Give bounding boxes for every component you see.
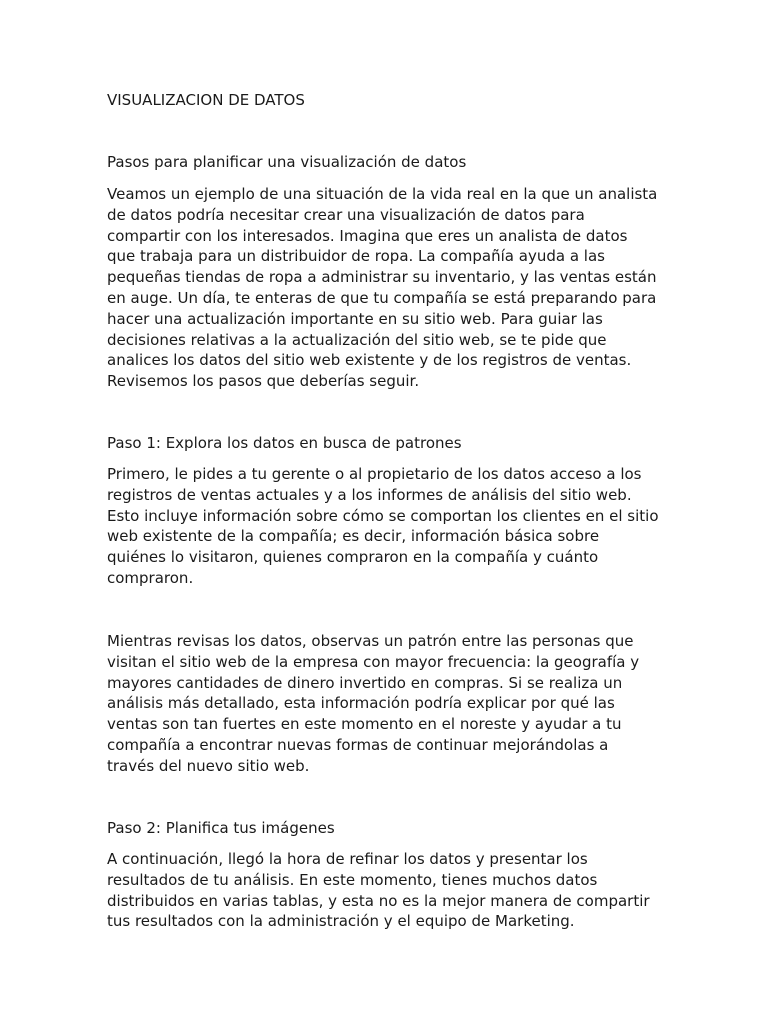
text-line: ventas son tan fuertes en este momento en el noreste y ayudar a tu <box>107 715 622 734</box>
text-line: tus resultados con la administración y el equipo de Marketing. <box>107 912 575 931</box>
text-line: Revisemos los pasos que deberías seguir. <box>107 372 420 391</box>
text-line: de datos podría necesitar crear una visualización de datos para <box>107 205 585 224</box>
text-line: analices los datos del sitio web existente y de los registros de ventas. <box>107 351 632 370</box>
text-line: resultados de tu análisis. En este momento, tienes muchos datos <box>107 870 598 889</box>
text-line: en auge. Un día, te enteras de que tu compañía se está preparando para <box>107 288 657 307</box>
text-line: hacer una actualización importante en su sitio web. Para guiar las <box>107 309 603 328</box>
text-line: mayores cantidades de dinero invertido en compras. Si se realiza un <box>107 673 623 692</box>
step2-paragraph <box>107 849 667 932</box>
text-line: compañía a encontrar nuevas formas de continuar mejorándolas a <box>107 735 609 754</box>
text-line: compartir con los interesados. Imagina que eres un analista de datos <box>107 226 628 245</box>
step1-heading: Paso 1: Explora los datos en busca de patrones <box>107 434 462 452</box>
text-line: análisis más detallado, esta información podría explicar por qué las <box>107 694 615 713</box>
text-line: Esto incluye información sobre cómo se comportan los clientes en el sitio <box>107 506 659 525</box>
text-line: Veamos un ejemplo de una situación de la vida real en la que un analista <box>107 185 658 203</box>
step2-heading: Paso 2: Planifica tus imágenes <box>107 819 335 837</box>
text-line: A continuación, llegó la hora de refinar los datos y presentar los <box>107 850 588 868</box>
text-line: web existente de la compañía; es decir, información básica sobre <box>107 527 600 546</box>
document-title: VISUALIZACION DE DATOS <box>107 91 305 109</box>
text-line: pequeñas tiendas de ropa a administrar su inventario, y las ventas están <box>107 268 657 287</box>
intro-heading: Pasos para planificar una visualización de datos <box>107 153 467 171</box>
text-line: quiénes lo visitaron, quienes compraron en la compañía y cuánto <box>107 548 599 567</box>
text-line: Mientras revisas los datos, observas un patrón entre las personas que <box>107 632 634 650</box>
text-line: Primero, le pides a tu gerente o al propietario de los datos acceso a los <box>107 465 642 483</box>
step1-paragraph-1 <box>107 464 667 589</box>
text-line: distribuidos en varias tablas, y esta no es la mejor manera de compartir <box>107 891 650 910</box>
text-line: que trabaja para un distribuidor de ropa. La compañía ayuda a las <box>107 247 605 266</box>
text-line: través del nuevo sitio web. <box>107 756 310 775</box>
text-line: compraron. <box>107 568 194 587</box>
intro-paragraph <box>107 184 667 392</box>
step1-paragraph-2 <box>107 631 667 777</box>
text-line: visitan el sitio web de la empresa con mayor frecuencia: la geografía y <box>107 652 640 671</box>
text-line: decisiones relativas a la actualización del sitio web, se te pide que <box>107 330 607 349</box>
text-line: registros de ventas actuales y a los informes de análisis del sitio web. <box>107 485 632 504</box>
